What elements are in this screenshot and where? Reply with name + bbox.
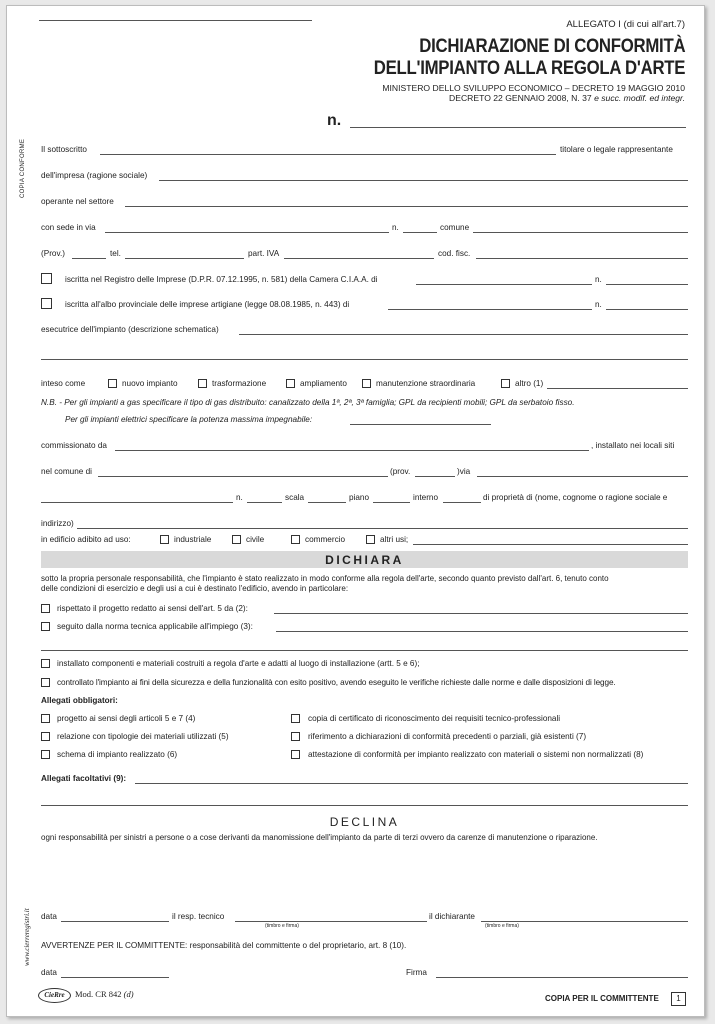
sede-label: con sede in via xyxy=(41,223,96,232)
declaration-form xyxy=(6,5,705,1017)
controllato-label: controllato l'impianto ai fini della sicurezza e della funzionalità con esito positivo, avendo eseguito le verifiche richieste dalle norme e dalle disposizioni di legge. xyxy=(57,678,616,687)
albo-field[interactable] xyxy=(388,309,592,310)
firma-field[interactable] xyxy=(436,977,688,978)
scala-field[interactable] xyxy=(308,502,346,503)
sede-via-field[interactable] xyxy=(105,232,389,233)
altro-checkbox[interactable] xyxy=(501,379,510,388)
allegato-label: ALLEGATO I (di cui all'art.7) xyxy=(566,19,685,30)
registro-checkbox[interactable] xyxy=(41,273,52,284)
allegati-facoltativi-field-2[interactable] xyxy=(41,805,688,806)
form-title-line1: DICHIARAZIONE DI CONFORMITÀ xyxy=(418,35,685,57)
copia-committente: COPIA PER IL COMMITTENTE xyxy=(545,994,659,1003)
codfisc-label: cod. fisc. xyxy=(438,249,471,258)
ministry-line: MINISTERO DELLO SVILUPPO ECONOMICO – DECRETO 19 MAGGIO 2010 xyxy=(382,83,685,93)
esecutrice-label: esecutrice dell'impianto (descrizione schematica) xyxy=(41,325,219,334)
number-field[interactable] xyxy=(350,127,686,128)
allegato-certificato-label: copia di certificato di riconoscimento dei requisiti tecnico-professionali xyxy=(308,714,561,723)
comune-field[interactable] xyxy=(473,232,688,233)
allegato-riferimento-label: riferimento a dichiarazioni di conformità precedenti o parziali, già esistenti (7) xyxy=(308,732,587,741)
dichiara-text-1: sotto la propria personale responsabilità, che l'impianto è stato realizzato in modo conforme alla regola dell'arte, secondo quanto previsto dall'art. 6, tenuto conto xyxy=(41,574,609,583)
dichiarante-field[interactable] xyxy=(481,921,688,922)
installato-label: , installato nei locali siti xyxy=(591,441,675,450)
esecutrice-field-2[interactable] xyxy=(41,359,688,360)
norma-label: seguito dalla norma tecnica applicabile all'impiego (3): xyxy=(57,622,253,631)
sottoscritto-label: Il sottoscritto xyxy=(41,145,87,154)
dichiara-text-2: delle condizioni di esercizio e degli usi a cui è destinato l'edificio, avendo in particolare: xyxy=(41,584,349,593)
copia-conforme-side: COPIA CONFORME xyxy=(20,138,26,198)
albo-n-field[interactable] xyxy=(606,309,688,310)
albo-n-label: n. xyxy=(595,300,602,309)
sottoscritto-field[interactable] xyxy=(100,154,556,155)
nuovo-impianto-label: nuovo impianto xyxy=(122,379,178,388)
trasformazione-label: trasformazione xyxy=(212,379,267,388)
allegati-facoltativi-label: Allegati facoltativi (9): xyxy=(41,774,127,783)
data-field[interactable] xyxy=(61,921,169,922)
tel-label: tel. xyxy=(110,249,121,258)
model-code xyxy=(75,989,134,999)
allegato-relazione-checkbox[interactable] xyxy=(41,732,50,741)
data2-label: data xyxy=(41,968,57,977)
titolare-label: titolare o legale rappresentante xyxy=(560,145,673,154)
firma-label: Firma xyxy=(406,968,427,977)
settore-field[interactable] xyxy=(125,206,688,207)
industriale-label: industriale xyxy=(174,535,212,544)
componenti-label: installato componenti e materiali costruiti a regola d'arte e adatti al luogo di installazione (artt. 5 e 6); xyxy=(57,659,420,668)
tel-field[interactable] xyxy=(125,258,244,259)
commissionato-field[interactable] xyxy=(115,450,589,451)
altri-usi-checkbox[interactable] xyxy=(366,535,375,544)
controllato-checkbox[interactable] xyxy=(41,678,50,687)
n2-field[interactable] xyxy=(247,502,282,503)
civile-checkbox[interactable] xyxy=(232,535,241,544)
norma-field[interactable] xyxy=(276,631,688,632)
allegato-schema-label: schema di impianto realizzato (6) xyxy=(57,750,178,759)
declina-title: DECLINA xyxy=(329,815,400,829)
esecutrice-field[interactable] xyxy=(239,334,688,335)
allegato-certificato-checkbox[interactable] xyxy=(291,714,300,723)
norma-field-2[interactable] xyxy=(41,650,688,651)
piva-label: part. IVA xyxy=(248,249,280,258)
page-number: 1 xyxy=(671,992,686,1006)
proprieta-label: di proprietà di (nome, cognome o ragione sociale e xyxy=(483,493,668,502)
dichiarante-label: il dichiarante xyxy=(429,912,475,921)
decree-line xyxy=(449,93,685,103)
nb-gas: N.B. - Per gli impianti a gas specificare il tipo di gas distribuito: canalizzato della 1ª, 2ª, 3ª famiglia; GPL da recipienti mobili; GPL da serbatoio fisso. xyxy=(41,398,575,407)
cierre-logo: CieRre xyxy=(38,988,71,1003)
commercio-label: commercio xyxy=(305,535,346,544)
interno-field[interactable] xyxy=(443,502,481,503)
commissionato-label: commissionato da xyxy=(41,441,107,450)
decree-note: e succ. modif. ed integr. xyxy=(591,93,685,103)
progetto-checkbox[interactable] xyxy=(41,604,50,613)
allegato-riferimento-checkbox[interactable] xyxy=(291,732,300,741)
potenza-field[interactable] xyxy=(350,424,491,425)
proprieta-field[interactable] xyxy=(77,528,688,529)
progetto-field[interactable] xyxy=(274,613,688,614)
nel-comune-field[interactable] xyxy=(98,476,388,477)
registro-field[interactable] xyxy=(416,284,592,285)
registro-n-field[interactable] xyxy=(606,284,688,285)
piva-field[interactable] xyxy=(284,258,434,259)
ampliamento-checkbox[interactable] xyxy=(286,379,295,388)
indirizzo-label: indirizzo) xyxy=(41,519,74,528)
settore-label: operante nel settore xyxy=(41,197,114,206)
piano-field[interactable] xyxy=(373,502,410,503)
via-label: )via xyxy=(457,467,471,476)
number-label: n. xyxy=(327,112,342,129)
nuovo-impianto-checkbox[interactable] xyxy=(108,379,117,388)
nel-comune-label: nel comune di xyxy=(41,467,92,476)
impresa-label: dell'impresa (ragione sociale) xyxy=(41,171,148,180)
interno-label: interno xyxy=(413,493,439,502)
piano-label: piano xyxy=(349,493,370,502)
altri-usi-label: altri usi; xyxy=(380,535,409,544)
componenti-checkbox[interactable] xyxy=(41,659,50,668)
manutenzione-label: manutenzione straordinaria xyxy=(376,379,476,388)
altro-field[interactable] xyxy=(547,388,688,389)
industriale-checkbox[interactable] xyxy=(160,535,169,544)
prov2-field[interactable] xyxy=(415,476,455,477)
scala-label: scala xyxy=(285,493,305,502)
prov2-label: (prov. xyxy=(390,467,411,476)
albo-checkbox[interactable] xyxy=(41,298,52,309)
indirizzo-field[interactable] xyxy=(41,502,233,503)
data2-field[interactable] xyxy=(61,977,169,978)
altro-label: altro (1) xyxy=(515,379,544,388)
dichiara-bar xyxy=(41,551,688,568)
altri-usi-field[interactable] xyxy=(413,544,688,545)
commercio-checkbox[interactable] xyxy=(291,535,300,544)
header-rule xyxy=(39,20,312,21)
trasformazione-checkbox[interactable] xyxy=(198,379,207,388)
allegato-progetto-label: progetto ai sensi degli articoli 5 e 7 (4) xyxy=(57,714,196,723)
allegati-facoltativi-field[interactable] xyxy=(135,783,688,784)
prov-label: (Prov.) xyxy=(41,249,65,258)
registro-n-label: n. xyxy=(595,275,602,284)
allegato-attestazione-checkbox[interactable] xyxy=(291,750,300,759)
timbro-firma-1: (timbro e firma) xyxy=(265,923,299,929)
registro-label: iscritta nel Registro delle Imprese (D.P.R. 07.12.1995, n. 581) della Camera C.I.A.A. di xyxy=(65,275,378,284)
sede-n-field[interactable] xyxy=(403,232,437,233)
albo-label: iscritta all'albo provinciale delle imprese artigiane (legge 08.08.1985, n. 443) di xyxy=(65,300,350,309)
civile-label: civile xyxy=(246,535,265,544)
impresa-field[interactable] xyxy=(159,180,688,181)
form-title-line2: DELL'IMPIANTO ALLA REGOLA D'ARTE xyxy=(373,57,685,79)
sede-n-label: n. xyxy=(392,223,399,232)
decree-ref: DECRETO 22 GENNAIO 2008, N. 37 xyxy=(449,93,592,103)
model-code-label: Mod. CR 842 xyxy=(75,989,122,999)
via-field[interactable] xyxy=(477,476,688,477)
norma-checkbox[interactable] xyxy=(41,622,50,631)
allegato-schema-checkbox[interactable] xyxy=(41,750,50,759)
resp-tecnico-label: il resp. tecnico xyxy=(172,912,225,921)
n2-label: n. xyxy=(236,493,243,502)
progetto-label: rispettato il progetto redatto ai sensi dell'art. 5 da (2): xyxy=(57,604,248,613)
avvertenze: AVVERTENZE PER IL COMMITTENTE: responsabilità del committente o del proprietario, art. 8 (10). xyxy=(41,941,407,950)
declina-text: ogni responsabilità per sinistri a persone o a cose derivanti da manomissione dell'impianto da parte di terzi ovvero da carenze di manutenzione o riparazione. xyxy=(41,833,598,842)
allegato-progetto-checkbox[interactable] xyxy=(41,714,50,723)
website-side: www.cierreregistri.it xyxy=(23,908,31,966)
nb-elettrici: Per gli impianti elettrici specificare la potenza massima impegnabile: xyxy=(65,415,313,424)
dichiara-title: DICHIARA xyxy=(325,553,404,567)
allegati-obbligatori-title: Allegati obbligatori: xyxy=(41,696,118,705)
resp-tecnico-field[interactable] xyxy=(235,921,427,922)
allegato-relazione-label: relazione con tipologie dei materiali utilizzati (5) xyxy=(57,732,229,741)
edificio-label: in edificio adibito ad uso: xyxy=(41,535,131,544)
allegato-attestazione-label: attestazione di conformità per impianto realizzato con materiali o sistemi non normalizzati (8) xyxy=(308,750,644,759)
ampliamento-label: ampliamento xyxy=(300,379,347,388)
timbro-firma-2: (timbro e firma) xyxy=(485,923,519,929)
comune-label: comune xyxy=(440,223,470,232)
model-code-variant: (d) xyxy=(123,989,134,999)
inteso-label: inteso come xyxy=(41,379,86,388)
codfisc-field[interactable] xyxy=(476,258,688,259)
prov-field[interactable] xyxy=(72,258,106,259)
manutenzione-checkbox[interactable] xyxy=(362,379,371,388)
data-label: data xyxy=(41,912,57,921)
